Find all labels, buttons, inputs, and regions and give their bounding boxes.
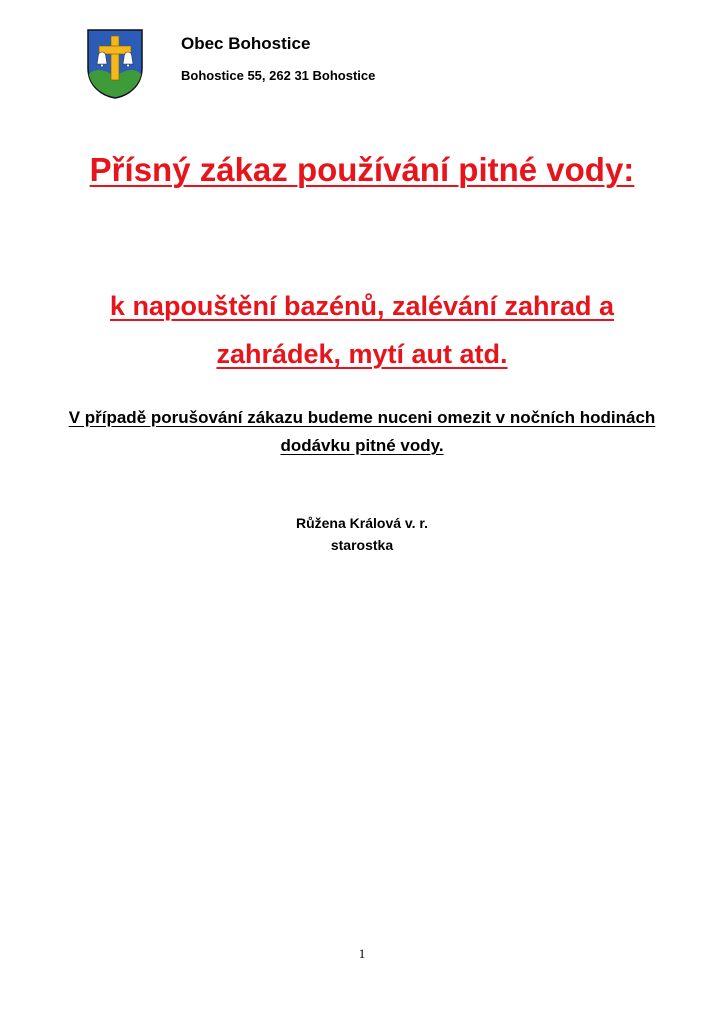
page-number: 1 [358, 946, 366, 961]
notice-title: Přísný zákaz používání pitné vody: [89, 151, 635, 188]
coat-of-arms-icon [86, 28, 144, 100]
warning-text: V případě porušování zákazu budeme nuceni omezit v nočních hodinách dodávku pitné vody. [68, 408, 656, 455]
notice-subtitle: k napouštění bazénů, zalévání zahrad a zahrádek, mytí aut atd. [109, 291, 615, 369]
municipality-name: Obec Bohostice [181, 34, 311, 53]
signatory-name: Růžena Králová v. r. [295, 515, 428, 531]
letterhead [86, 28, 646, 108]
municipality-address: Bohostice 55, 262 31 Bohostice [181, 68, 376, 83]
signatory-role: starostka [330, 537, 394, 553]
signature-block [262, 512, 462, 556]
